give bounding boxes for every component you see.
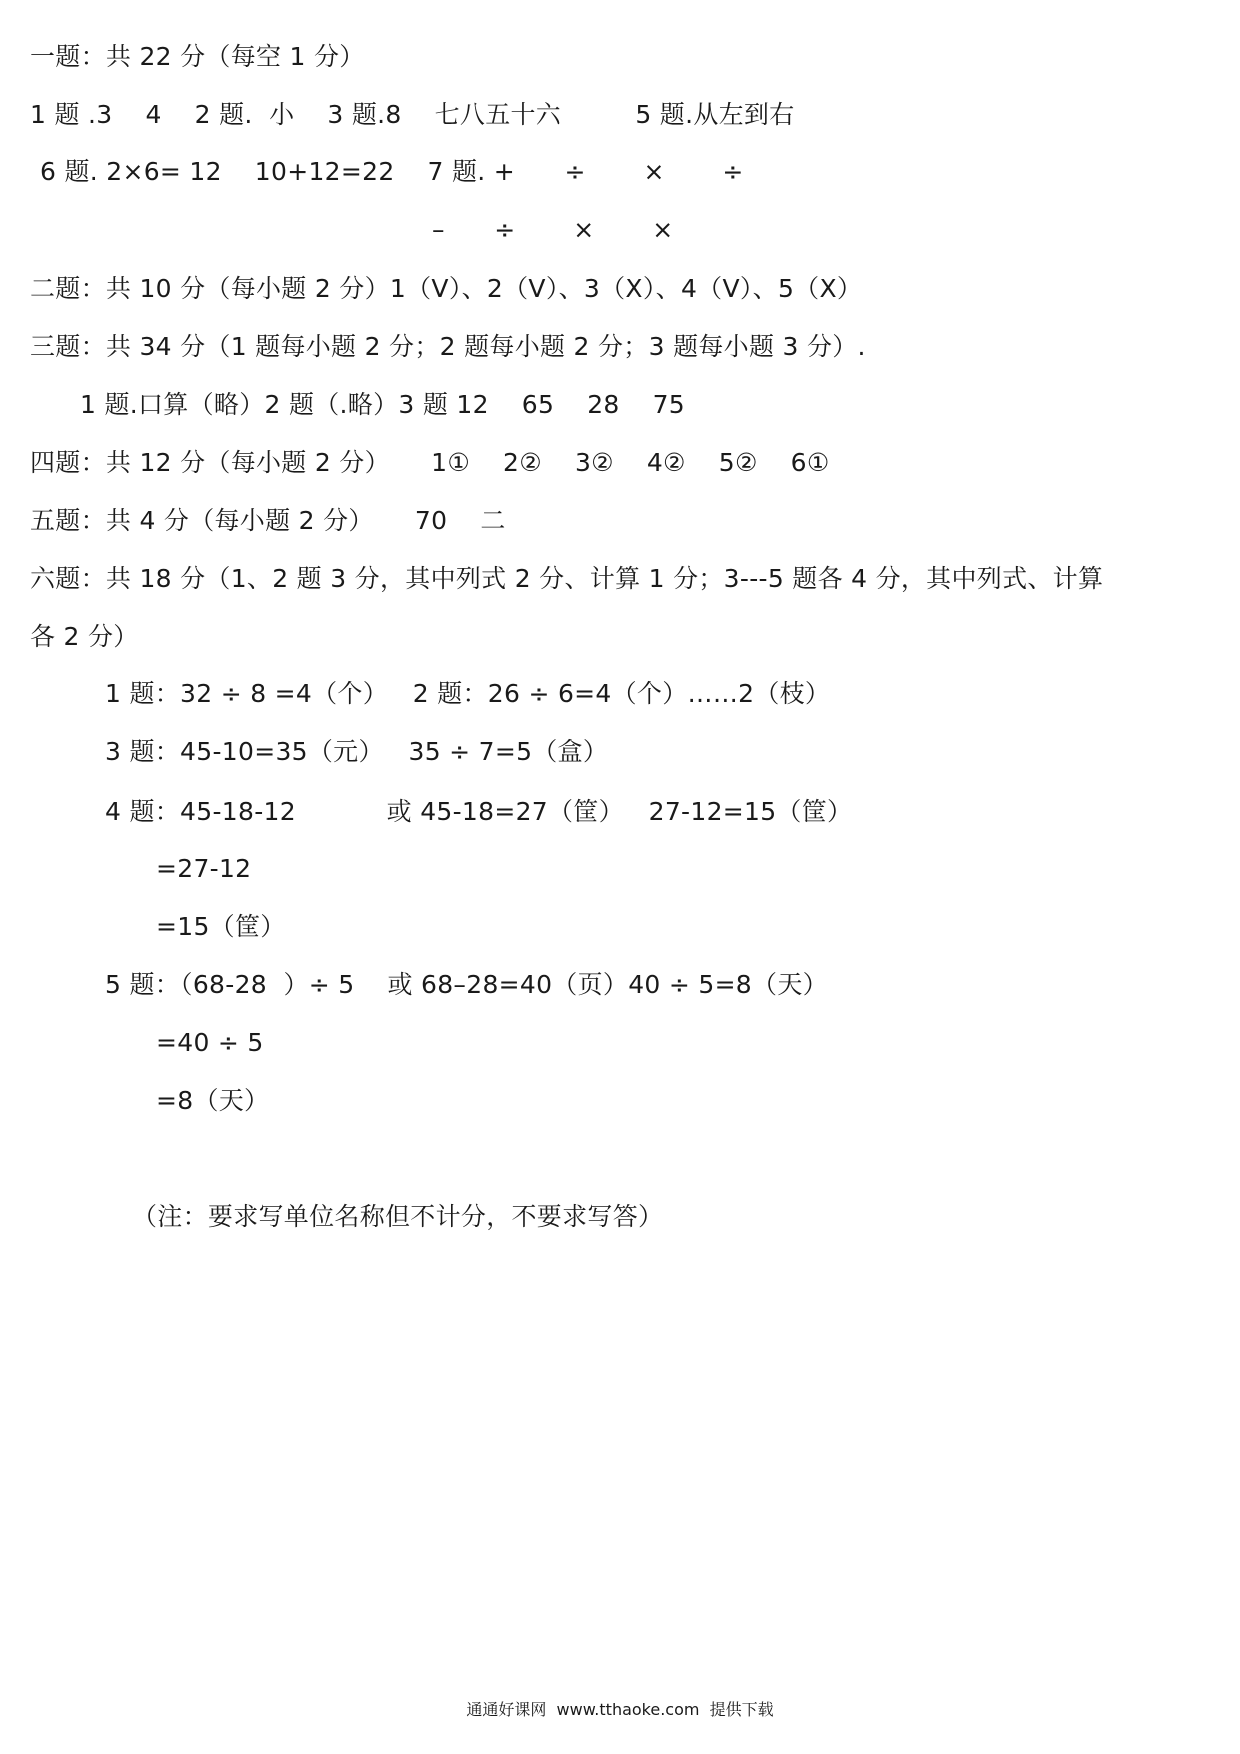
section-6-answer-4: 4 题：45-18-12 或 45-18=27（筐） 27-12=15（筐）	[105, 797, 853, 826]
section-6-answer-4-step-2: =15（筐）	[156, 912, 286, 941]
section-1-answers-line-3: – ÷ × ×	[432, 215, 674, 244]
section-6-answer-1-2: 1 题：32 ÷ 8 =4（个） 2 题：26 ÷ 6=4（个）……2（枝）	[105, 679, 831, 708]
section-6-answer-5: 5 题：（68-28 ）÷ 5 或 68–28=40（页）40 ÷ 5=8（天）	[105, 970, 828, 999]
footer-source-credit: 通通好课网 www.tthaoke.com 提供下载	[466, 1700, 774, 1719]
section-4-header: 四题：共 12 分（每小题 2 分） 1① 2② 3② 4② 5② 6①	[30, 448, 830, 477]
grading-note: （注：要求写单位名称但不计分，不要求写答）	[132, 1202, 664, 1231]
section-3-header: 三题：共 34 分（1 题每小题 2 分；2 题每小题 2 分；3 题每小题 3 分）.	[30, 332, 866, 361]
section-6-header-continued: 各 2 分）	[30, 622, 139, 651]
section-2-header: 二题：共 10 分（每小题 2 分）1（V）、2（V）、3（X）、4（V）、5（X）	[30, 274, 863, 303]
section-6-answer-5-step-2: =8（天）	[156, 1086, 270, 1115]
section-1-header: 一题：共 22 分（每空 1 分）	[30, 42, 365, 71]
section-6-answer-5-step-1: =40 ÷ 5	[156, 1028, 264, 1057]
section-6-header: 六题：共 18 分（1、2 题 3 分，其中列式 2 分、计算 1 分；3---5 题各 4 分，其中列式、计算	[30, 564, 1104, 593]
section-3-answers: 1 题.口算（略）2 题（.略）3 题 12 65 28 75	[80, 390, 686, 419]
section-1-answers-line-1: 1 题 .3 4 2 题. 小 3 题.8 七八五十六 5 题.从左到右	[30, 100, 795, 129]
section-6-answer-3: 3 题：45-10=35（元） 35 ÷ 7=5（盒）	[105, 737, 609, 766]
section-5-header: 五题：共 4 分（每小题 2 分） 70 二	[30, 506, 506, 535]
section-6-answer-4-step-1: =27-12	[156, 854, 252, 883]
section-1-answers-line-2: 6 题. 2×6= 12 10+12=22 7 题. + ÷ × ÷	[40, 157, 744, 186]
